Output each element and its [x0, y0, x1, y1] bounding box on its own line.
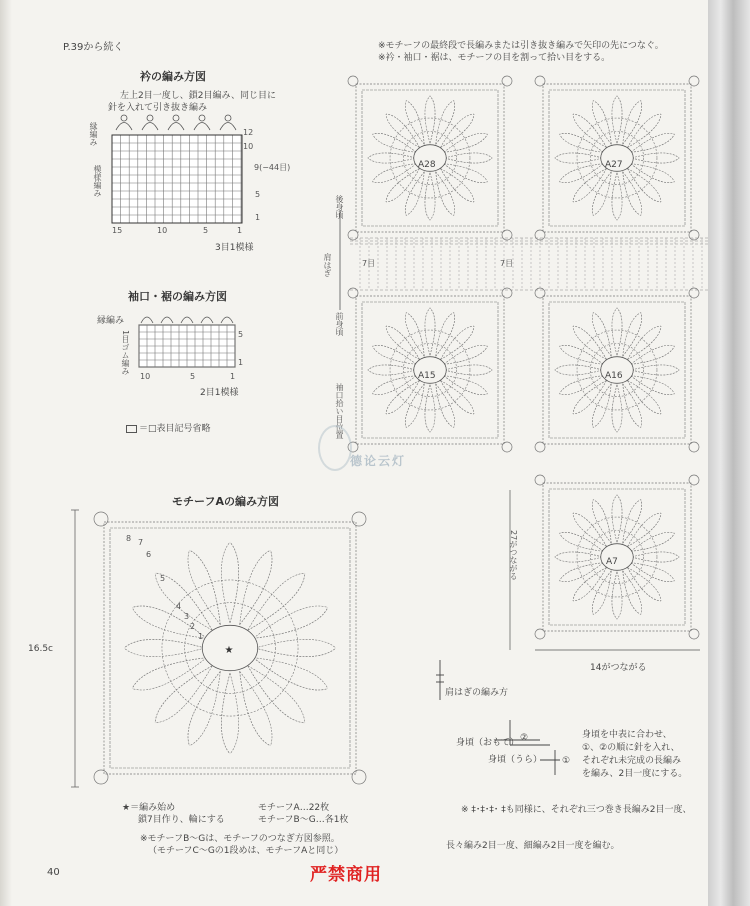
label-shoulder: 肩はぎ: [323, 253, 332, 277]
start-note-2: 鎖7目作り、輪にする: [138, 815, 225, 825]
collar-repeat: 3目1模様: [215, 243, 254, 253]
stamp-text: 德论云灯: [350, 454, 407, 468]
seam-desc-3: それぞれ未完成の長編み: [582, 756, 682, 766]
label-14-join: 14がつながる: [590, 663, 647, 673]
motif-label-a7: A7: [606, 557, 618, 567]
stamp-icon: [318, 425, 352, 471]
motif-note-1: ※モチーフB〜Gは、モチーフのつなぎ方図参照。: [140, 834, 340, 844]
motif-count-2: モチーフB〜G…各1枚: [258, 815, 349, 825]
cuff-row-5: 5: [238, 330, 244, 339]
round-label-8: 8: [126, 534, 132, 543]
shoulder-seam-title: 肩はぎの編み方: [445, 688, 509, 698]
collar-title: 衿の編み方図: [140, 70, 206, 83]
collar-edge-label: 縁編み: [89, 122, 98, 146]
cuff-row-1: 1: [238, 358, 244, 367]
label-front-body: 前身頃: [335, 312, 344, 336]
round-label-2: 2: [190, 622, 196, 631]
collar-col-10: 10: [157, 226, 168, 235]
collar-pattern-label: 模様編み: [93, 165, 102, 197]
round-label-5: 5: [160, 574, 166, 583]
motif-label-a16: A16: [605, 371, 623, 381]
cuff-col-10: 10: [140, 372, 151, 381]
label-7-stitches-left: 7目: [362, 259, 376, 268]
seam-step-1: ①: [562, 756, 571, 766]
seam-front-label: 身頃（おもて）: [456, 738, 520, 748]
symbol-legend-text: ＝□表目記号省略: [139, 424, 211, 434]
label-sleeve-pickup: 袖口拾い目位置: [335, 383, 344, 439]
seam-back-label: 身頃（うら）: [488, 755, 543, 765]
assembly-diagram: [330, 60, 710, 670]
round-label-7: 7: [138, 538, 144, 547]
round-label-4: 4: [176, 602, 182, 611]
label-27-join: 27がつながる: [509, 530, 518, 581]
cuff-edge-label: 縁編み: [97, 316, 125, 326]
motif-note-2: （モチーフC〜Gの1段めは、モチーフAと同じ）: [148, 846, 344, 856]
collar-stitch-note: 9(−44目): [254, 163, 291, 172]
seam-desc-4: を編み、2目一度にする。: [582, 769, 688, 779]
motif-a-size: 16.5c: [28, 644, 53, 654]
collar-col-5: 5: [203, 226, 209, 235]
round-label-1: 1: [198, 632, 204, 641]
collar-note-1: 左上2目一度し、鎖2目編み、同じ目に: [120, 91, 276, 101]
seam-desc-2: ①、②の順に針を入れ、: [582, 743, 680, 753]
motif-a-body: [94, 512, 366, 784]
motif-label-a28: A28: [418, 160, 436, 170]
collar-col-1: 1: [237, 226, 243, 235]
collar-row-10: 10: [243, 142, 254, 151]
motif-label-a15: A15: [418, 371, 436, 381]
seam-note-2: 長々編み2目一度、細編み2目一度を編む。: [446, 841, 620, 851]
collar-row-1: 1: [255, 213, 261, 222]
cuff-col-1: 1: [230, 372, 236, 381]
page-number: 40: [47, 867, 60, 878]
symbol-legend: [126, 421, 211, 434]
binding-gutter: [0, 0, 12, 906]
motif-count-1: モチーフA…22枚: [258, 803, 330, 813]
collar-col-15: 15: [112, 226, 123, 235]
seam-step-2: ②: [520, 733, 529, 743]
note-top-1: ※モチーフの最終段で長編みまたは引き抜き編みで矢印の先につなぐ。: [378, 41, 664, 51]
motif-a-title: モチーフAの編み方図: [172, 495, 279, 508]
seam-note-1: ※ ‡･‡･‡･ ‡も同様に、それぞれ三つ巻き長編み2目一度、: [461, 805, 692, 815]
cuff-title: 袖口・裾の編み方図: [128, 290, 227, 303]
cuff-chart: [135, 305, 245, 375]
cuff-col-5: 5: [190, 372, 196, 381]
round-label-6: 6: [146, 550, 152, 559]
label-back-body: 後身頃: [335, 195, 344, 219]
svg-text:★: ★: [224, 645, 234, 656]
note-top-2: ※衿・袖口・裾は、モチーフの目を割って拾い目をする。: [378, 53, 611, 63]
continued-label: P.39から続く: [63, 42, 124, 53]
cuff-repeat: 2目1模様: [200, 388, 239, 398]
cuff-rib-label: 1目ゴム編み: [121, 330, 130, 376]
collar-row-12: 12: [243, 128, 254, 137]
collar-note-2: 針を入れて引き抜き編み: [108, 103, 208, 113]
watermark-text: 严禁商用: [310, 865, 382, 885]
collar-row-5: 5: [255, 190, 261, 199]
start-note-1: ★＝編み始め: [122, 803, 176, 813]
seam-desc-1: 身頃を中表に合わせ、: [582, 730, 672, 740]
page-edge: [708, 0, 750, 906]
label-7-stitches-right: 7目: [500, 259, 514, 268]
motif-label-a27: A27: [605, 160, 623, 170]
round-label-3: 3: [184, 612, 190, 621]
